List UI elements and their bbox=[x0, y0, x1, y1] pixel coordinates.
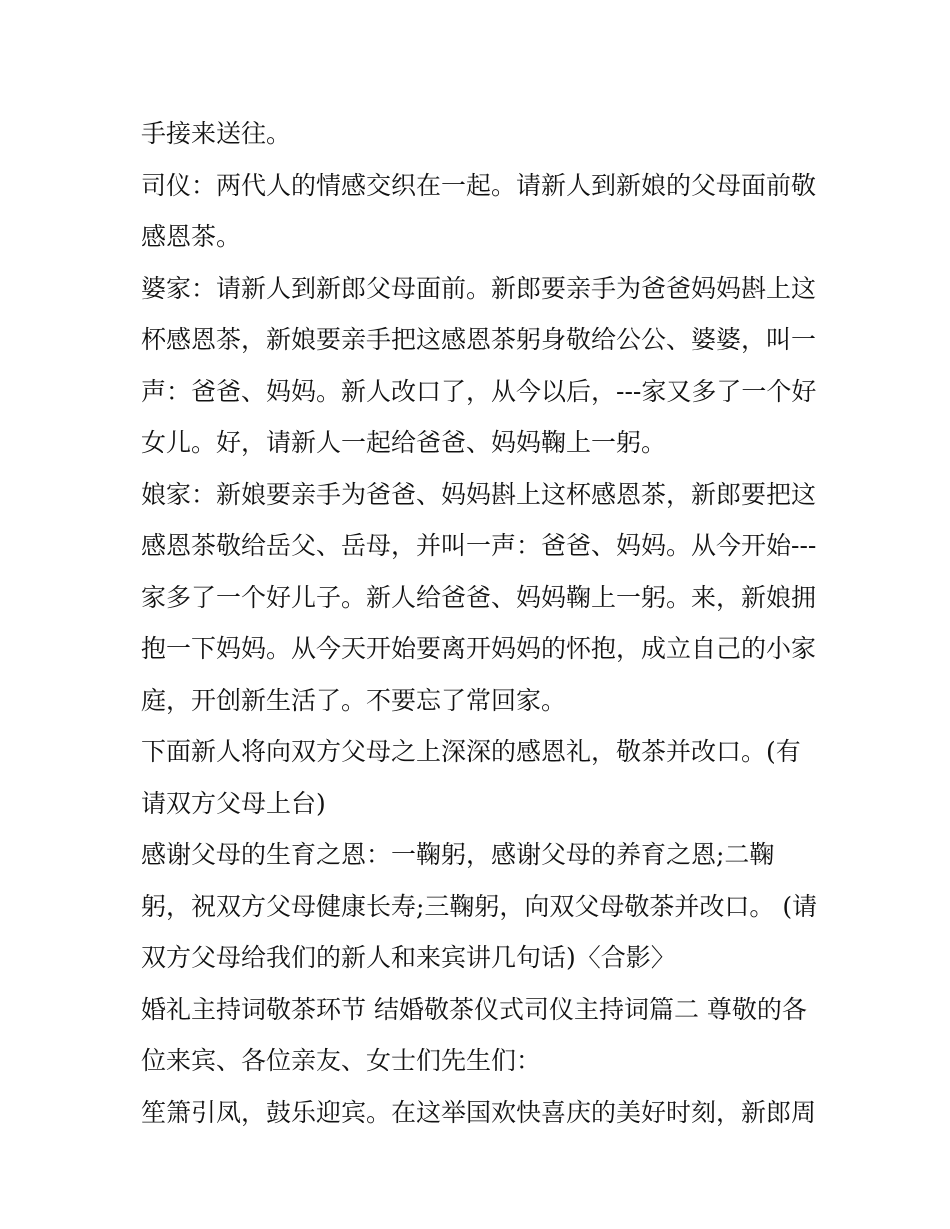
text-line: 躬，祝双方父母健康长寿;三鞠躬，向双父母敬茶并改口。 (请 bbox=[141, 891, 818, 921]
text-line: 抱一下妈妈。从今天开始要离开妈妈的怀抱，成立自己的小家 bbox=[141, 634, 817, 663]
document-body bbox=[141, 108, 818, 1138]
text-line: 庭，开创新生活了。不要忘了常回家。 bbox=[141, 685, 567, 715]
text-line: 下面新人将向双方父母之上深深的感恩礼，敬茶并改口。(有 bbox=[141, 737, 801, 766]
text-line: 司仪：两代人的情感交织在一起。请新人到新娘的父母面前敬 bbox=[141, 170, 817, 200]
text-line: 娘家：新娘要亲手为爸爸、妈妈斟上这杯感恩茶，新郎要把这 bbox=[141, 479, 817, 509]
text-line: 婚礼主持词敬茶环节 结婚敬茶仪式司仪主持词篇二 尊敬的各 bbox=[141, 994, 807, 1024]
text-line: 感恩茶敬给岳父、岳母，并叫一声：爸爸、妈妈。从今开始--- bbox=[141, 531, 817, 560]
text-line: 女儿。好，请新人一起给爸爸、妈妈鞠上一躬。 bbox=[141, 428, 667, 457]
text-line: 声：爸爸、妈妈。新人改口了，从今以后，---家又多了一个好 bbox=[141, 376, 817, 406]
text-line: 手接来送往。 bbox=[141, 119, 292, 148]
text-line: 位来宾、各位亲友、女士们先生们： bbox=[141, 1046, 542, 1075]
text-line: 请双方父母上台) bbox=[141, 788, 326, 818]
text-line: 笙箫引凤，鼓乐迎宾。在这举国欢快喜庆的美好时刻，新郎周 bbox=[141, 1097, 817, 1127]
text-line: 感谢父母的生育之恩：一鞠躬，感谢父母的养育之恩;二鞠 bbox=[141, 840, 775, 869]
text-line: 杯感恩茶，新娘要亲手把这感恩茶躬身敬给公公、婆婆，叫一 bbox=[141, 325, 817, 354]
text-line: 家多了一个好儿子。新人给爸爸、妈妈鞠上一躬。来，新娘拥 bbox=[141, 582, 817, 612]
text-line: 双方父母给我们的新人和来宾讲几句话)〈合影〉 bbox=[141, 943, 676, 972]
text-line: 婆家：请新人到新郎父母面前。新郎要亲手为爸爸妈妈斟上这 bbox=[141, 273, 817, 303]
text-line: 感恩茶。 bbox=[141, 222, 242, 251]
